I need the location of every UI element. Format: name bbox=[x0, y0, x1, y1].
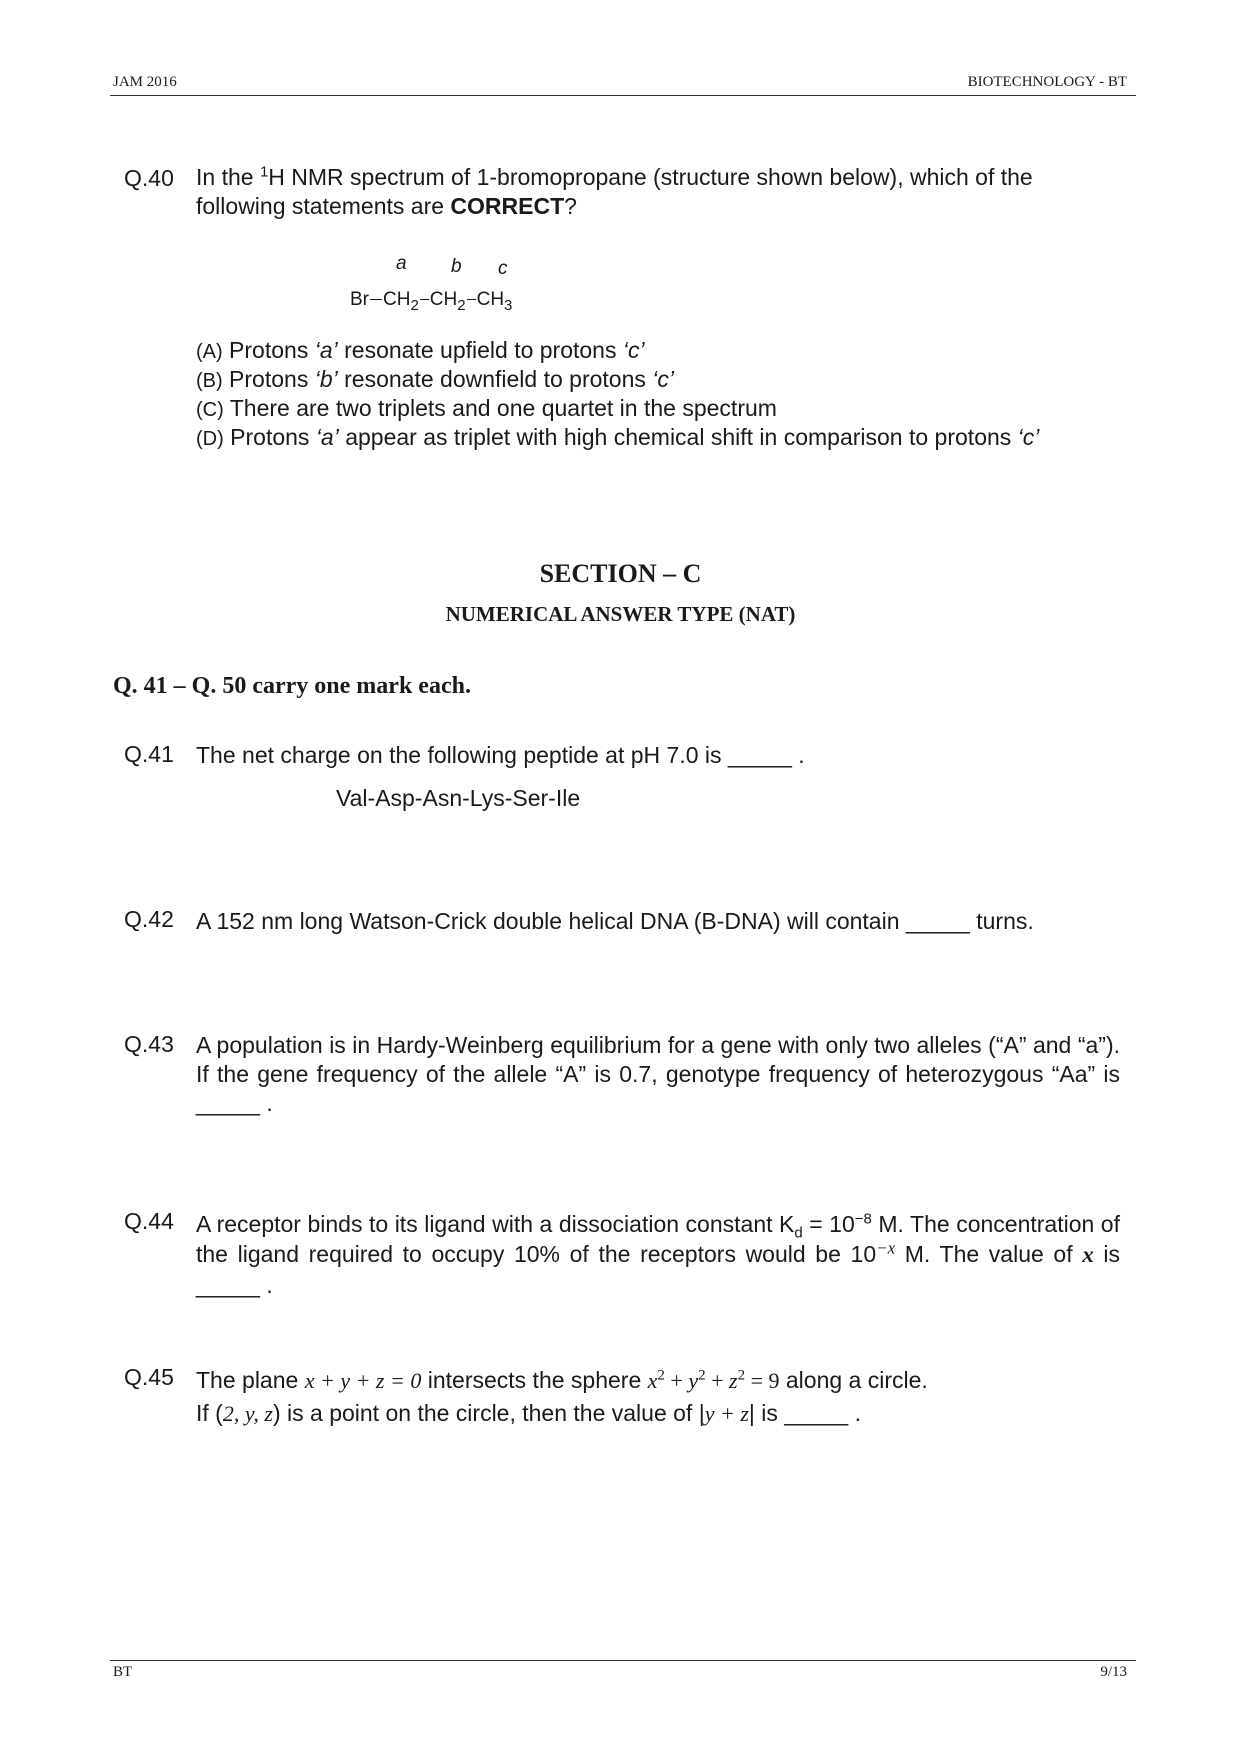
q41-number: Q.41 bbox=[124, 741, 174, 767]
q40-option-b: (B) Protons ‘b’ resonate downfield to protons ‘c’ bbox=[196, 366, 675, 392]
q40-option-c: (C) There are two triplets and one quartet in the spectrum bbox=[196, 395, 777, 421]
header-rule bbox=[110, 95, 1136, 96]
q41-text: The net charge on the following peptide at pH 7.0 is _____ . bbox=[196, 742, 805, 768]
structure-label-a: a bbox=[396, 253, 407, 274]
q44-text: A receptor binds to its ligand with a dissociation constant $K_d = 10^{-8}$ M. The concentration of the ligand required to occupy 10% of the receptors would be $10^{-x}$ M. The value of x is _____ . bbox=[196, 1210, 1120, 1298]
q43-text: A population is in Hardy-Weinberg equilibrium for a gene with only two alleles (“A” and “a”). If the gene frequency of the allele “A” is 0.7, genotype frequency of heterozygous “Aa” is _____ . bbox=[196, 1032, 1120, 1116]
q43-number: Q.43 bbox=[124, 1031, 174, 1057]
plane-equation: x + y + z = 0 bbox=[304, 1368, 422, 1393]
q45-text bbox=[196, 1364, 1120, 1430]
section-title: SECTION – C bbox=[539, 559, 702, 588]
q40-number: Q.40 bbox=[124, 165, 174, 191]
q40-option-d: (D) Protons ‘a’ appear as triplet with high chemical shift in comparison to protons ‘c’ bbox=[196, 424, 1040, 450]
q40-text: In the $^1$H NMR spectrum of 1-bromopropane (structure shown below), which of the following statements are CORRECT? bbox=[196, 163, 1033, 219]
q42-text: A 152 nm long Watson-Crick double helical DNA (B-DNA) will contain _____ turns. bbox=[196, 908, 1034, 934]
footer-paper-code: BT bbox=[113, 1664, 133, 1680]
sphere-equation: $x^2 + y^2 + z^2 = 9$ bbox=[647, 1367, 780, 1393]
marks-note: Q. 41 – Q. 50 carry one mark each. bbox=[113, 673, 471, 699]
q41-peptide: Val-Asp-Asn-Lys-Ser-Ile bbox=[336, 785, 581, 811]
footer-page-number: 9/13 bbox=[1100, 1664, 1127, 1680]
section-subtitle: NUMERICAL ANSWER TYPE (NAT) bbox=[445, 602, 796, 626]
header-exam-title: JAM 2016 bbox=[113, 74, 177, 90]
q45-line-2: If (2, y, z) is a point on the circle, then the value of |y + z| is _____ . bbox=[196, 1400, 861, 1426]
footer-rule bbox=[110, 1660, 1136, 1661]
q45-number: Q.45 bbox=[124, 1364, 174, 1390]
structure-label-c: c bbox=[498, 258, 508, 279]
q40-option-a: (A) Protons ‘a’ resonate upfield to protons ‘c’ bbox=[196, 337, 645, 363]
q44-number: Q.44 bbox=[124, 1208, 174, 1234]
header-paper-name: BIOTECHNOLOGY - BT bbox=[967, 74, 1127, 90]
q42-number: Q.42 bbox=[124, 906, 174, 932]
q45-line-1: The plane x + y + z = 0 intersects the sphere $x^2 + y^2 + z^2 = 9$ along a circle. bbox=[196, 1367, 928, 1393]
structure-label-b: b bbox=[451, 256, 462, 277]
bromopropane-structure: Br $CH_2$ $CH_2$ $CH_3$ bbox=[350, 289, 513, 314]
